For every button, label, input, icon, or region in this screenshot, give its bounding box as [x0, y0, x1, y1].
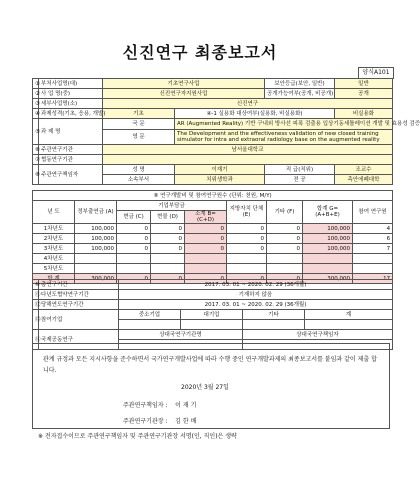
budget-heading-label: 연구개발비 및 참여연구원수 (단위: 천원, M/Y)	[160, 192, 272, 199]
project-type-label: 과제성격(기초, 응용, 개발)	[39, 109, 103, 119]
cell-subtotal: 0	[185, 244, 227, 254]
col-inkind: 현물 (D)	[151, 211, 185, 224]
pi-signature-name: 이 재 기	[175, 402, 197, 409]
cell-inkind	[151, 254, 185, 264]
pi-name-label: 성 명	[103, 165, 175, 175]
disclosure-value: 공개	[335, 89, 393, 99]
cell-gov: 100,000	[75, 234, 117, 244]
cell-people: 7	[353, 244, 393, 254]
table-row	[33, 244, 393, 254]
disclosure-label: 공개가능여부(공개, 비공개)	[265, 89, 335, 99]
row-num: ①	[33, 79, 39, 89]
cell-subtotal: 0	[185, 234, 227, 244]
row-num: ⑫	[33, 300, 39, 310]
current-period-label: 당해연도연구기간	[39, 300, 119, 310]
cell-other: 0	[267, 244, 303, 254]
cell-subtotal: 0	[185, 274, 227, 284]
small-company-header: 중소기업	[119, 310, 181, 320]
pi-signature-line	[123, 400, 196, 409]
cell-people: 17	[353, 274, 393, 284]
col-people: 참여 연구원	[353, 201, 393, 224]
pi-major-label: 전 공	[265, 175, 335, 185]
head-signature-label: 주관연구기관장 :	[123, 418, 168, 425]
row-num: ③	[33, 99, 39, 109]
ministry-program-value: 기초연구사업	[103, 79, 265, 89]
head-signature-line	[123, 416, 196, 425]
cell-year: 1차년도	[33, 224, 75, 234]
pi-position-label: 직 급(직위)	[265, 165, 335, 175]
cell-gov: 300,000	[75, 274, 117, 284]
pi-major-value: 측안에페대학	[335, 175, 393, 185]
table-row	[33, 254, 393, 264]
table-row	[33, 224, 393, 234]
cell-sum: 300,000	[303, 274, 353, 284]
korean-title-label: 국 문	[103, 119, 175, 130]
sub-program-value: 신진연구	[103, 99, 393, 109]
large-company-value	[181, 320, 243, 330]
row-num: ⑬	[33, 310, 39, 330]
pi-name-value: 이재기	[175, 165, 265, 175]
col-year: 년 도	[33, 201, 75, 224]
cell-gov: 100,000	[75, 224, 117, 234]
declaration-date: 2020년 3월 27일	[181, 384, 229, 391]
practical-use-value: 비실용화	[335, 109, 393, 119]
intl-pi-header: 상대국연구책임자	[243, 330, 393, 340]
row-num: ⑨	[153, 192, 159, 199]
english-title-label: 영 문	[103, 130, 175, 145]
cell-inkind: 0	[151, 274, 185, 284]
partner-institution-value	[103, 155, 393, 165]
row-num: ⑪	[33, 290, 39, 300]
head-signature-name: 김 한 배	[175, 418, 197, 425]
row-num: ⑤	[33, 119, 39, 145]
cell-people	[353, 254, 393, 264]
cell-cash: 0	[117, 244, 151, 254]
cell-cash	[117, 254, 151, 264]
project-type-value: 기초	[103, 109, 175, 119]
korean-title-value: AR (Augmented Reality) 기반 구내외 방사선 피폭 검출용 입상기동세틀레이션 개발 및 효용성 검증	[175, 119, 393, 130]
form-number: 양식A101	[358, 67, 394, 79]
cell-subtotal	[185, 264, 227, 274]
multiyear-period-label: 다년도협약연구기간	[39, 290, 119, 300]
large-company-header: 대기업	[181, 310, 243, 320]
cell-year: 합 계	[33, 274, 75, 284]
cell-sum	[303, 264, 353, 274]
row-num: ⑥	[33, 145, 39, 155]
lead-institution-label: 주관연구기관	[39, 145, 103, 155]
cell-other: 0	[267, 234, 303, 244]
cell-inkind	[151, 264, 185, 274]
cell-year: 2차년도	[33, 234, 75, 244]
total-period-label: 총연구기간	[39, 280, 119, 290]
cell-people	[353, 264, 393, 274]
participating-companies-label: 참여기업	[39, 310, 119, 330]
cell-inkind: 0	[151, 224, 185, 234]
practical-use-label: ④-1 실용화 대상여부(실용화, 비실용화)	[175, 109, 335, 119]
col-cash: 현금 (C)	[117, 211, 151, 224]
other-company-value	[243, 320, 305, 330]
cell-other	[267, 264, 303, 274]
declaration-text: 관계 규정과 모든 지시사항을 준수하면서 국가연구개발사업에 따라 수행 중인 연구개발과제의 최종보고서를 붙임과 같이 제출 합니다.	[43, 356, 377, 374]
sub-program-label: 세부사업명(소)	[39, 99, 103, 109]
intl-research-label: 국제공동연구	[39, 330, 119, 350]
total-period-value: 2017. 03. 01 ~ 2020. 02. 29 (36개월)	[119, 280, 393, 290]
cell-cash	[117, 264, 151, 274]
cell-cash: 0	[117, 224, 151, 234]
small-company-value	[119, 320, 181, 330]
budget-heading	[33, 191, 393, 201]
cell-year: 4차년도	[33, 254, 75, 264]
multiyear-period-value: 기재하지 않음	[119, 290, 393, 300]
footnote: ※ 전자접수이므로 주관연구책임자 및 주관연구기관장 서명(인, 직인)은 생략	[38, 433, 237, 440]
company-sum-value	[305, 320, 393, 330]
period-table	[32, 279, 393, 350]
cell-local	[227, 254, 267, 264]
col-private: 기업부담금	[117, 201, 227, 211]
row-num: ④	[33, 109, 39, 119]
row-num: ⑧	[33, 165, 39, 185]
declaration-box	[32, 343, 390, 429]
other-company-header: 기타	[243, 310, 305, 320]
project-title-label: 과 제 명	[39, 119, 103, 145]
cell-sum	[303, 254, 353, 264]
cell-other: 0	[267, 224, 303, 234]
pi-signature-label: 주관연구책임자 :	[123, 402, 168, 409]
cell-year: 5차년도	[33, 264, 75, 274]
lead-institution-value: 남서울대학교	[103, 145, 393, 155]
company-sum-header: 계	[305, 310, 393, 320]
cell-local	[227, 264, 267, 274]
cell-gov: 100,000	[75, 244, 117, 254]
cell-year: 3차년도	[33, 244, 75, 254]
cell-inkind: 0	[151, 244, 185, 254]
pi-label: 주관연구책임자	[39, 165, 103, 185]
security-level-label: 보안등급(보안, 일반)	[265, 79, 335, 89]
cell-sum: 100,000	[303, 244, 353, 254]
cell-people: 6	[353, 234, 393, 244]
pi-dept-value: 치위생학과	[175, 175, 265, 185]
cell-other: 0	[267, 274, 303, 284]
cell-gov	[75, 254, 117, 264]
row-num: ②	[33, 89, 39, 99]
table-row	[33, 234, 393, 244]
cell-inkind: 0	[151, 234, 185, 244]
security-level-value: 일반	[335, 79, 393, 89]
col-local: 지방자치 단체 (E)	[227, 201, 267, 224]
col-gov: 정부출연금 (A)	[75, 201, 117, 224]
row-num: ⑩	[33, 280, 39, 290]
cell-cash: 0	[117, 274, 151, 284]
col-sum: 합계 G=(A+B+E)	[303, 201, 353, 224]
row-num: ⑭	[33, 330, 39, 350]
english-title-value: The Development and the effectiveness validation of new closed training simulator for intra and extraoral radiology base on the augmented reality	[175, 130, 393, 145]
cell-subtotal	[185, 254, 227, 264]
cell-local: 0	[227, 234, 267, 244]
page-title: 신진연구 최종보고서	[122, 43, 278, 62]
ministry-program-label: 부처사업명(대)	[39, 79, 103, 89]
intl-institution-header: 상대국연구기관명	[119, 330, 243, 340]
partner-institution-label: 협동연구기관	[39, 155, 103, 165]
cell-sum: 100,000	[303, 234, 353, 244]
program-name-value: 신진연구자지원사업	[103, 89, 265, 99]
pi-dept-label: 소속부서	[103, 175, 175, 185]
cell-cash: 0	[117, 234, 151, 244]
cell-local: 0	[227, 224, 267, 234]
col-subtotal: 소계 B=(C+D)	[185, 211, 227, 224]
table-row	[33, 264, 393, 274]
current-period-value: 2017. 03. 01 ~ 2020. 02. 29 (36개월)	[119, 300, 393, 310]
cell-subtotal: 0	[185, 224, 227, 234]
col-other: 기타 (F)	[267, 201, 303, 224]
cell-people: 4	[353, 224, 393, 234]
cell-other	[267, 254, 303, 264]
pi-position-value: 조교수	[335, 165, 393, 175]
budget-table	[32, 190, 393, 284]
program-name-label: 사 업 명(중)	[39, 89, 103, 99]
cell-sum: 100,000	[303, 224, 353, 234]
row-num: ⑦	[33, 155, 39, 165]
cell-gov	[75, 264, 117, 274]
cell-local: 0	[227, 244, 267, 254]
report-header-table	[32, 78, 420, 185]
cell-local: 0	[227, 274, 267, 284]
